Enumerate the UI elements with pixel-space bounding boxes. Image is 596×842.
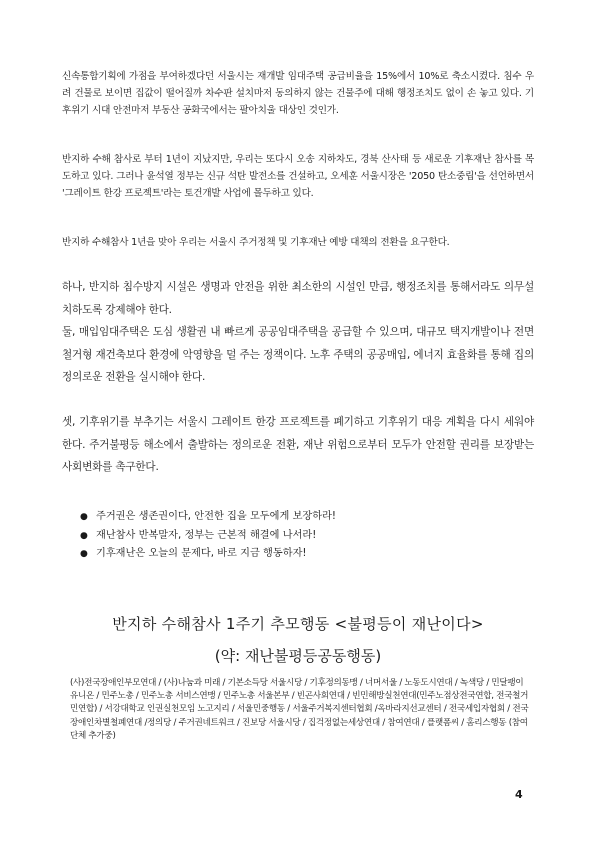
slogan-item	[80, 545, 520, 564]
paragraph-demand-three: 셋, 기후위기를 부추기는 서울시 그레이트 한강 프로젝트를 폐기하고 기후위기 대응 계획을 다시 세워야 한다. 주거불평등 해소에서 출발하는 정의로운 전환, 재난 위험으로부터 모두가 안전할 권리를 보장받는 사회변화를 촉구한다.	[62, 416, 534, 473]
paragraph-disaster-anniversary: 반지하 수해 참사로 부터 1년이 지났지만, 우리는 또다시 오송 지하차도, 경북 산사태 등 새로운 기후재난 참사를 목도하고 있다. 그러나 윤석열 정부는 신규 석탄 발전소를 건설하고, 오세훈 서울시장은 '2050 탄소중립'을 선언하면서 '그레이트 한강 프로젝트'라는 토건개발 사업에 몰두하고 있다.	[62, 154, 534, 199]
slogan-list	[80, 508, 520, 564]
slogan-item	[80, 527, 520, 546]
slogan-item	[80, 508, 520, 527]
slogan-text: 주거권은 생존권이다, 안전한 집을 모두에게 보장하라!	[96, 511, 337, 522]
bullet-icon: ●	[80, 512, 88, 522]
paragraph-housing-policy: 신속통합기획에 가점을 부여하겠다던 서울시는 재개발 임대주택 공급비율을 15%에서 10%로 축소시켰다. 침수 우려 건물로 보이면 집값이 떨어질까 차수판 설치마저 동의하지 않는 건물주에 대해 행정조치도 없이 손 놓고 있다. 기후위기 시대 안전마저 부동산 공화국에서는 팔아치울 대상인 것인가.	[62, 71, 534, 116]
paragraph-demand-intro: 반지하 수해참사 1년을 맞아 우리는 서울시 주거정책 및 기후재난 예방 대책의 전환을 요구한다.	[62, 237, 450, 248]
organization-list: (사)전국장애인부모연대 / (사)나눔과 미래 / 기본소득당 서울시당 / 기후정의동맹 / 너머서울 / 노동도시연대 / 녹색당 / 민달팽이유니온 / 민주노총 / 민주노총 서비스연맹 / 민주노총 서울본부 / 빈곤사회연대 / 빈민해방실천연대(민주노점상전국연합, 전국철거민연합) / 서강대학교 인권실천모임 노고지리 / 서울민중행동 / 서울주거복지센터협회 /옥바라지선교센터 / 전국세입자협회 / 전국장애인차별철폐연대 /정의당 / 주거권네트워크 / 진보당 서울시당 / 집걱정없는세상연대 / 참여연대 / 플랫폼씨 / 홈리스행동 (참여단체 추가중)	[70, 678, 529, 741]
bullet-icon: ●	[80, 530, 88, 541]
event-title: 반지하 수해참사 1주기 추모행동 <불평등이 재난이다>	[112, 615, 484, 633]
paragraph-demand-two: 둘, 매입임대주택은 도심 생활권 내 빠르게 공공임대주택을 공급할 수 있으며, 대규모 택지개발이나 전면 철거형 재건축보다 환경에 악영향을 덜 주는 정책이다. 노후 주택의 공공매입, 에너지 효율화를 통해 집의 정의로운 전환을 실시해야 한다.	[62, 326, 534, 383]
slogan-text: 기후재난은 오늘의 문제다, 바로 지금 행동하자!	[96, 548, 307, 559]
paragraph-demand-one: 하나, 반지하 침수방지 시설은 생명과 안전을 위한 최소한의 시설인 만큼, 행정조치를 통해서라도 의무설치하도록 강제해야 한다.	[62, 281, 534, 316]
bullet-icon: ●	[80, 549, 88, 559]
page-number: 4	[515, 788, 523, 801]
event-subtitle: (약: 재난불평등공동행동)	[214, 647, 382, 665]
slogan-text: 재난참사 반복말자, 정부는 근본적 해결에 나서라!	[96, 529, 317, 541]
